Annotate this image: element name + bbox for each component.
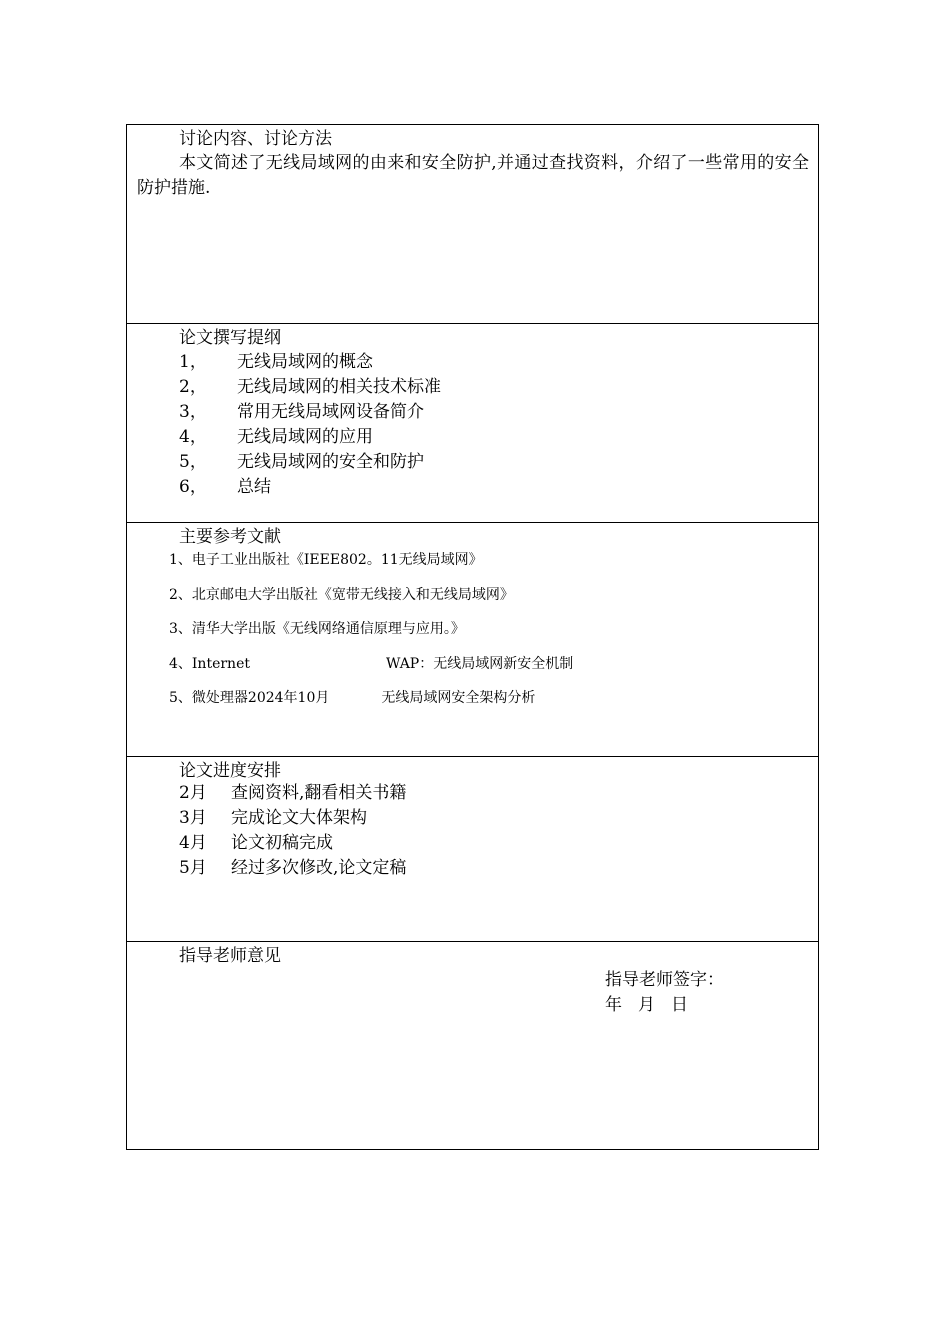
outline-item-text: 总结 <box>237 477 271 497</box>
outline-item-number: 3， <box>179 402 207 422</box>
outline-item-text: 无线局域网的概念 <box>237 352 373 372</box>
outline-item-number: 1， <box>179 352 207 372</box>
signature-label: 指导老师签字： <box>605 970 724 990</box>
schedule-month: 5月 <box>179 858 207 878</box>
outline-item-text: 常用无线局域网设备简介 <box>237 402 424 422</box>
outline-item-number: 4， <box>179 427 207 447</box>
outline-item-number: 2， <box>179 377 207 397</box>
schedule-heading: 论文进度安排 <box>179 761 281 781</box>
reference-item: 1、电子工业出版社《IEEE802。11无线局域网》 <box>169 552 483 568</box>
schedule-item <box>179 806 406 831</box>
outline-item <box>179 425 441 450</box>
outline-item <box>179 400 441 425</box>
discussion-heading: 讨论内容、讨论方法 <box>179 129 332 149</box>
schedule-item <box>179 856 406 881</box>
signature-date <box>605 993 724 1018</box>
reference-title: WAP：无线局域网新安全机制 <box>386 655 574 672</box>
schedule-month: 4月 <box>179 833 207 853</box>
date-year: 年 <box>605 995 622 1015</box>
schedule-month: 3月 <box>179 808 207 828</box>
reference-title: 无线局域网安全架构分析 <box>381 690 536 706</box>
advisor-signature-block <box>605 968 724 1018</box>
references-heading: 主要参考文献 <box>179 527 281 547</box>
proposal-form-table <box>126 124 819 1150</box>
schedule-item <box>179 831 406 856</box>
date-day: 日 <box>671 995 688 1015</box>
schedule-section <box>127 756 818 941</box>
date-month: 月 <box>638 995 655 1015</box>
schedule-task: 论文初稿完成 <box>231 833 333 853</box>
reference-item: 2、北京邮电大学出版社《宽带无线接入和无线局域网》 <box>169 586 514 603</box>
reference-source: 5、微处理器2024年10月 <box>169 690 330 706</box>
advisor-heading: 指导老师意见 <box>179 946 281 966</box>
schedule-task: 经过多次修改,论文定稿 <box>231 858 407 878</box>
outline-item <box>179 350 441 375</box>
schedule-item <box>179 781 406 806</box>
outline-item-number: 5， <box>179 452 207 472</box>
reference-item <box>169 653 573 688</box>
outline-list <box>179 350 441 500</box>
reference-item <box>169 687 573 722</box>
outline-item-text: 无线局域网的应用 <box>237 427 373 447</box>
advisor-section <box>127 941 818 1151</box>
outline-item-number: 6， <box>179 477 207 497</box>
schedule-month: 2月 <box>179 783 207 803</box>
outline-section <box>127 323 818 522</box>
discussion-body: 本文简述了无线局域网的由来和安全防护,并通过查找资料，介绍了一些常用的安全防护措施. <box>137 153 809 198</box>
references-section <box>127 522 818 756</box>
outline-item-text: 无线局域网的安全和防护 <box>237 452 424 472</box>
schedule-task: 查阅资料,翻看相关书籍 <box>231 783 407 803</box>
outline-item <box>179 375 441 400</box>
outline-item <box>179 450 441 475</box>
outline-item-text: 无线局域网的相关技术标准 <box>237 377 441 397</box>
outline-heading: 论文撰写提纲 <box>179 328 281 348</box>
reference-source: 4、Internet <box>169 655 250 672</box>
schedule-task: 完成论文大体架构 <box>231 808 367 828</box>
references-list <box>169 549 573 722</box>
outline-item <box>179 475 441 500</box>
reference-item: 3、清华大学出版《无线网络通信原理与应用。》 <box>169 621 465 637</box>
discussion-section <box>127 125 818 323</box>
schedule-list <box>179 781 406 881</box>
